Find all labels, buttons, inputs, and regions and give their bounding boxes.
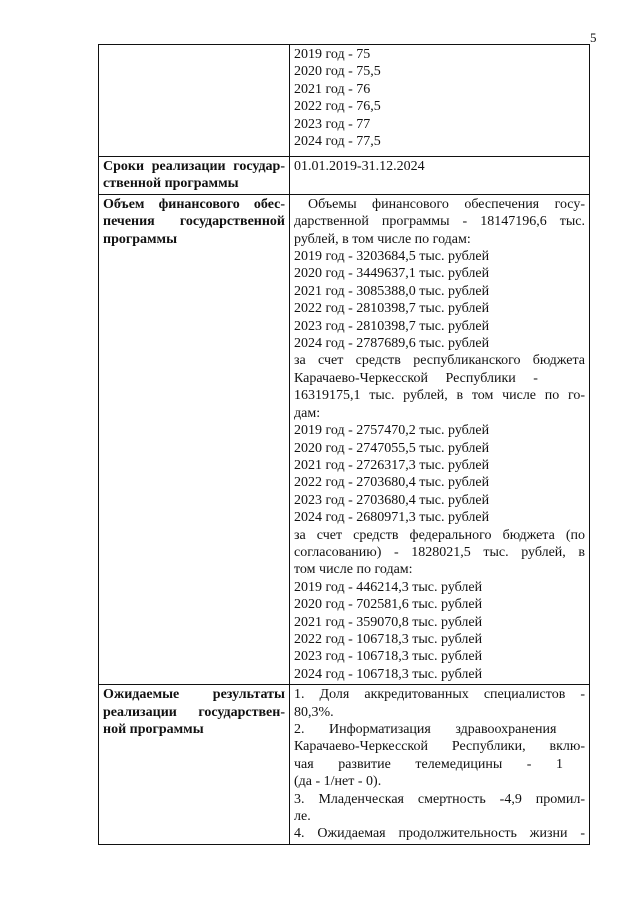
page-number: 5 (590, 30, 597, 45)
terms-label: Сроки реализации государ- ственной программы (99, 157, 290, 195)
table-row (99, 685, 590, 845)
list-item: 2022 год - 2703680,4 тыс. рублей (294, 475, 490, 491)
terms-value: 01.01.2019-31.12.2024 (290, 157, 590, 195)
funding-intro: Объемы финансового обеспечения госу- (308, 196, 585, 212)
list-item: 2022 год - 76,5 (294, 99, 381, 115)
empty-label-cell (99, 45, 290, 157)
funding-label: Объем финансового обес- печения государственной программы (99, 194, 290, 684)
list-item: 2019 год - 75 (294, 47, 371, 62)
list-item: 2021 год - 2726317,3 тыс. рублей (294, 457, 490, 473)
list-item: 2024 год - 106718,3 тыс. рублей (294, 666, 483, 682)
federal-budget-text: за счет средств федерального бюджета (по (294, 527, 585, 543)
list-item: 2021 год - 359070,8 тыс. рублей (294, 614, 483, 630)
list-item: 2024 год - 2787689,6 тыс. рублей (294, 336, 490, 352)
list-item: 2019 год - 446214,3 тыс. рублей (294, 579, 483, 595)
list-item: 2021 год - 3085388,0 тыс. рублей (294, 283, 490, 299)
list-item: 2024 год - 2680971,3 тыс. рублей (294, 510, 490, 526)
list-item: 2020 год - 75,5 (294, 64, 381, 80)
list-item: 2024 год - 77,5 (294, 134, 381, 150)
list-item: 2023 год - 2703680,4 тыс. рублей (294, 492, 490, 508)
indicator-years-cell (290, 45, 590, 157)
regional-budget-text: за счет средств республиканского бюджета (294, 353, 585, 369)
list-item: 2019 год - 3203684,5 тыс. рублей (294, 249, 490, 265)
list-item: 2020 год - 702581,6 тыс. рублей (294, 597, 483, 613)
results-value: 1. Доля аккредитованных специалистов - 80,3%. 2. Информатизация здравоохранения Карачаево-Черкесской Республики, вклю- чая развитие телемедицины - 1 (да - 1/нет - 0). 3. Младенческая смертность -4,9 промил- ле. 4. Ожидаемая продолжительность жизни - (290, 685, 590, 845)
list-item: 2023 год - 106718,3 тыс. рублей (294, 649, 483, 665)
list-item: 3. Младенческая смертность -4,9 промил- (294, 791, 585, 807)
funding-value: Объемы финансового обеспечения госу- дарственной программы - 18147196,6 тыс. рублей, в том числе по годам: 2019 год - 3203684,5 тыс. рублей 2020 год - 3449637,1 тыс. рублей 2021 год - 3085388,0 тыс. рублей 2022 год - 2810398,7 тыс. рублей 2023 год - 2810398,7 тыс. рублей 2024 год - 2787689,6 тыс. рублей за счет средств республиканского бюджета Карачаево-Черкесской Республики - 16319175,1 тыс. рублей, в том числе по го- дам: 2019 год - 2757470,2 тыс. рублей 2020 год - 2747055,5 тыс. рублей 2021 год - 2726317,3 тыс. рублей 2022 год - 2703680,4 тыс. рублей 2023 год - 2703680,4 тыс. рублей 2024 год - 2680971,3 тыс. рублей за счет средств федерального бюджета (по согласованию) - 1828021,5 тыс. рублей, в том числе по годам: 2019 год - 446214,3 тыс. рублей 2020 год - 702581,6 тыс. рублей 2021 год - 359070,8 тыс. рублей 2022 год - 106718,3 тыс. рублей 2023 год - 106718,3 тыс. рублей 2024 год - 106718,3 тыс. рублей (290, 194, 590, 684)
list-item: 2019 год - 2757470,2 тыс. рублей (294, 423, 490, 439)
list-item: 2021 год - 76 (294, 81, 371, 97)
list-item: 2020 год - 3449637,1 тыс. рублей (294, 266, 490, 282)
list-item: 2. Информатизация здравоохранения (294, 722, 557, 737)
table-row (99, 194, 590, 684)
list-item: 2022 год - 106718,3 тыс. рублей (294, 631, 483, 647)
list-item: 2022 год - 2810398,7 тыс. рублей (294, 301, 490, 317)
results-label: Ожидаемые результаты реализации государствен- ной программы (99, 685, 290, 845)
list-item: 1. Доля аккредитованных специалистов - (294, 687, 585, 703)
table-row (99, 45, 590, 157)
list-item: 4. Ожидаемая продолжительность жизни - (294, 826, 585, 842)
list-item: 2023 год - 77 (294, 116, 371, 132)
program-passport-table (98, 44, 590, 845)
table-row (99, 157, 590, 195)
list-item: 2023 год - 2810398,7 тыс. рублей (294, 318, 490, 334)
list-item: 2020 год - 2747055,5 тыс. рублей (294, 440, 490, 456)
